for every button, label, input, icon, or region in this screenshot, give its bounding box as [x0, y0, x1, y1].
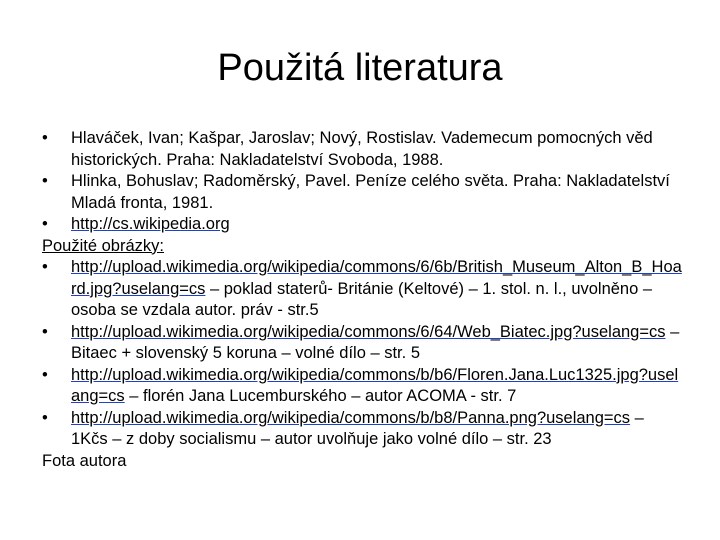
- bullet-icon: •: [42, 172, 48, 190]
- image-source-link[interactable]: http://upload.wikimedia.org/wikipedia/commons/6/6b/British_Museum_Alton_B_Hoard.jpg?uselang=cs: [71, 258, 682, 298]
- image-source-link[interactable]: http://upload.wikimedia.org/wikipedia/commons/6/64/Web_Biatec.jpg?uselang=cs: [71, 322, 666, 341]
- image-source-link[interactable]: http://upload.wikimedia.org/wikipedia/commons/b/b8/Panna.png?uselang=cs: [71, 408, 631, 427]
- wikipedia-link[interactable]: http://cs.wikipedia.org: [71, 215, 230, 233]
- bullet-icon: •: [42, 408, 48, 427]
- literature-item: [42, 171, 682, 214]
- literature-item: [42, 128, 682, 171]
- bullet-icon: •: [42, 258, 48, 276]
- bullet-icon: •: [42, 322, 48, 341]
- bullet-icon: •: [42, 129, 48, 147]
- images-heading: Použité obrázky:: [42, 236, 164, 255]
- image-source-item: [42, 257, 682, 322]
- image-source-description: – Bitaec + slovenský 5 koruna – volné dílo – str. 5: [71, 322, 680, 362]
- image-source-link[interactable]: http://upload.wikimedia.org/wikipedia/commons/b/b6/Floren.Jana.Luc1325.jpg?uselang=cs: [71, 365, 679, 405]
- image-source-description: – poklad staterů- Británie (Keltové) – 1. stol. n. l., uvolněno – osoba se vzdala autor. práv - str.5: [71, 279, 653, 319]
- literature-text: Hlaváček, Ivan; Kašpar, Jaroslav; Nový, Rostislav. Vademecum pomocných věd historických. Praha: Nakladatelství Svoboda, 1988.: [71, 129, 653, 169]
- page-title: Použitá literatura: [217, 47, 503, 89]
- footer-note: Fota autora: [42, 451, 127, 470]
- literature-item: [42, 214, 682, 236]
- image-source-item: [42, 365, 682, 408]
- bullet-icon: •: [42, 365, 48, 384]
- bullet-icon: •: [42, 215, 48, 233]
- image-source-description: – 1Kčs – z doby socialismu – autor uvolňuje jako volné dílo – str. 23: [71, 408, 644, 448]
- image-source-item: [42, 408, 682, 451]
- image-source-item: [42, 322, 682, 365]
- content-body: [42, 128, 682, 472]
- image-source-description: – florén Jana Lucemburského – autor ACOMA - str. 7: [124, 387, 517, 405]
- literature-text: Hlinka, Bohuslav; Radoměrský, Pavel. Peníze celého světa. Praha: Nakladatelství Mladá fronta, 1981.: [71, 172, 670, 212]
